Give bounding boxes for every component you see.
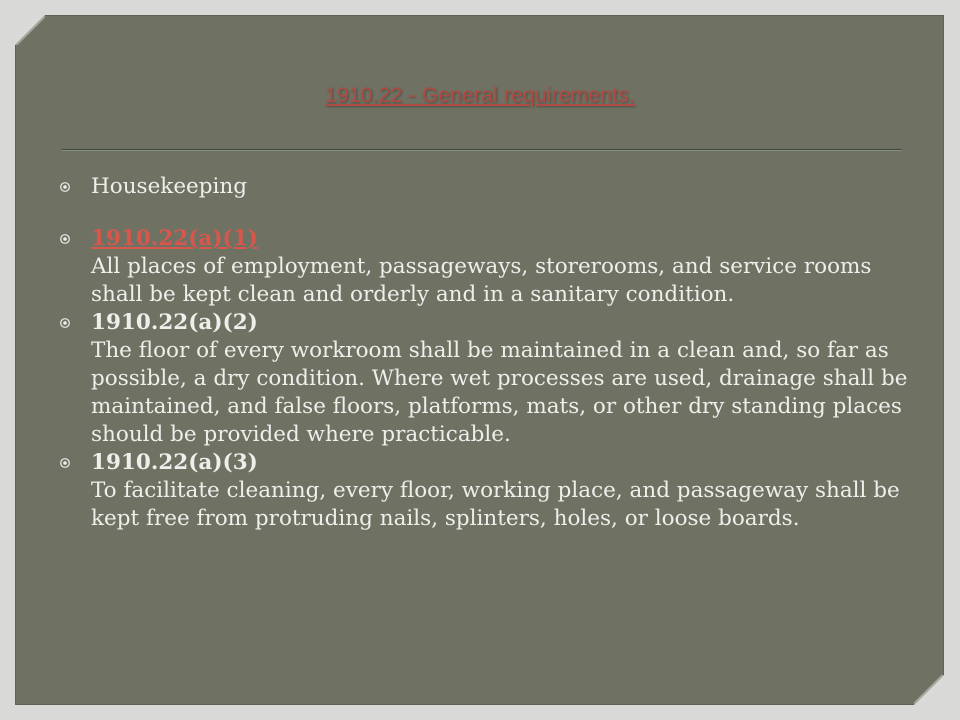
regulation-text: To facilitate cleaning, every floor, working place, and passageway shall be kept free from protruding nails, splinters, holes, or loose boards. (91, 478, 900, 531)
regulation-link[interactable]: 1910.22(a)(1) (91, 226, 258, 251)
bullet-heading: Housekeeping (91, 174, 248, 199)
regulation-code: 1910.22(a)(2) (91, 310, 258, 335)
corner-decoration-top-left (15, 15, 45, 45)
regulation-text: All places of employment, passageways, storerooms, and service rooms shall be kept clean and orderly and in a sanitary condition. (91, 254, 872, 307)
bullet-item-1910-22-a-3 (60, 449, 920, 533)
slide-title[interactable]: 1910.22 - General requirements. (325, 84, 635, 107)
target-bullet-icon (60, 182, 70, 192)
regulation-code: 1910.22(a)(3) (91, 450, 258, 475)
regulation-text: The floor of every workroom shall be maintained in a clean and, so far as possible, a dry condition. Where wet processes are used, drainage shall be maintained, and false floors, platforms, mats, or other dry standing places should be provided where practicable. (91, 338, 908, 447)
target-bullet-icon (60, 234, 70, 244)
bullet-list (60, 173, 920, 533)
bullet-item-1910-22-a-1 (60, 225, 920, 309)
corner-decoration-bottom-right (914, 675, 944, 705)
bullet-item-housekeeping (60, 173, 920, 201)
target-bullet-icon (60, 318, 70, 328)
bullet-item-1910-22-a-2 (60, 309, 920, 449)
title-divider (62, 149, 902, 150)
target-bullet-icon (60, 458, 70, 468)
